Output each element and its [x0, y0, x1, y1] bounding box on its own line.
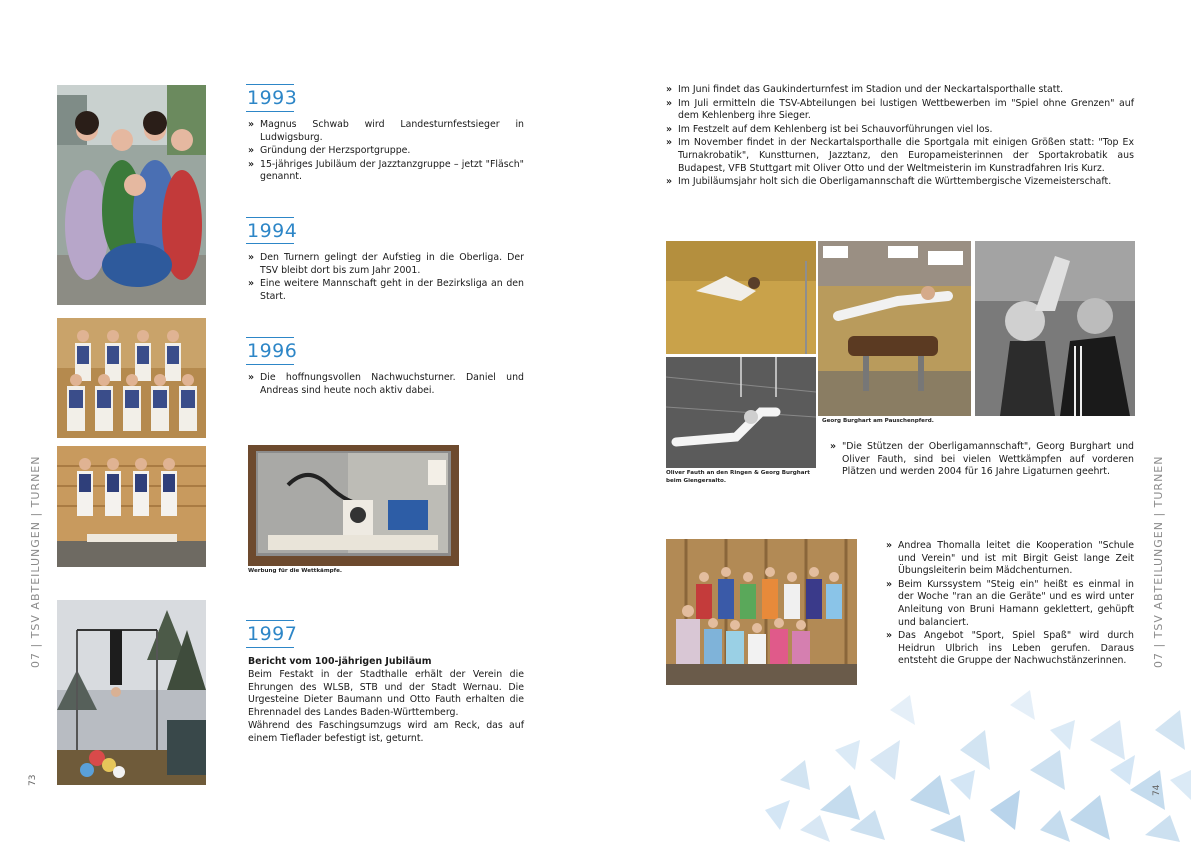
year-rule-1996 — [246, 337, 294, 338]
photo-jazz-dance-group — [57, 85, 206, 305]
photo-young-gymnasts-1996 — [57, 446, 206, 567]
photo-pommel-horse — [818, 241, 971, 416]
list-1993 — [248, 119, 524, 185]
list-item: » Beim Kurssystem "Steig ein" heißt es einmal in der Woche "ran an die Geräte" und es wird unter Anleitung von Bruni Hamann geklettert, gehüpft und balanciert. — [886, 579, 1134, 629]
decorative-crystal-pattern — [760, 690, 1191, 842]
year-rule-1994-bottom — [246, 243, 294, 244]
list-item: » Gründung der Herzsportgruppe. — [248, 145, 524, 158]
list-pillars — [830, 441, 1134, 480]
year-title-1997: 1997 — [247, 623, 298, 645]
photo-two-gymnasts — [975, 241, 1135, 416]
list-item: » Im November findet in der Neckartalsporthalle die Sportgala mit einigen Größen statt: "Top Ex Turnakrobatik", Kunstturnen, Jazztanz, den Europameisterinnen der Sportakrobatik aus Budapest, VFB Stuttgart mit Oliver Otto und der Weltmeisterin im Kunstradfahren Iris Kurz. — [666, 137, 1134, 175]
side-label-left: 07 | TSV ABTEILUNGEN | TURNEN — [29, 455, 42, 668]
list-item: » Im Juni findet das Gaukinderturnfest im Stadion und der Neckartalsporthalle statt. — [666, 84, 1134, 97]
year-title-1993: 1993 — [247, 87, 298, 109]
list-1996 — [248, 372, 524, 398]
year-title-1996: 1996 — [247, 340, 298, 362]
section-1997-text-1: Beim Festakt in der Stadthalle erhält der Verein die Ehrungen des WLSB, STB und der Stadt Wernau. Die Urgesteine Dieter Baumann und Otto Fauth erhalten die Ehrennadel des Landes Baden-Württemberg. — [248, 669, 524, 718]
list-1994 — [248, 252, 524, 304]
year-rule-1994 — [246, 217, 294, 218]
list-item: » Den Turnern gelingt der Aufstieg in die Oberliga. Der TSV bleibt dort bis zum Jahr 2001. — [248, 252, 524, 277]
list-item: » Im Jubiläumsjahr holt sich die Oberligamannschaft die Württembergische Vizemeisterschaft. — [666, 176, 1134, 189]
list-item: » Im Juli ermitteln die TSV-Abteilungen bei lustigen Wettbewerben im "Spiel ohne Grenzen" auf dem Kehlenberg ihre Sieger. — [666, 98, 1134, 123]
list-item: » Andrea Thomalla leitet die Kooperation "Schule und Verein" und ist mit Birgit Geist lange Zeit Übungsleiterin beim Mädchenturnen. — [886, 540, 1134, 578]
year-rule-1993-bottom — [246, 111, 294, 112]
list-top-events — [666, 84, 1134, 190]
list-item: » 15-jähriges Jubiläum der Jazztanzgruppe – jetzt "Fläsch" genannt. — [248, 159, 524, 184]
section-1997-heading — [248, 656, 524, 669]
page-number-left: 73 — [28, 774, 38, 786]
list-item: » "Die Stützen der Oberligamannschaft", Georg Burghart und Oliver Fauth, sind bei vielen Wettkämpfen auf vorderen Plätzen und werden 2004 für 16 Jahre Ligaturnen geehrt. — [830, 441, 1134, 479]
year-rule-1993 — [246, 84, 294, 85]
year-title-1994: 1994 — [247, 220, 298, 242]
list-item: » Eine weitere Mannschaft geht in der Bezirksliga an den Start. — [248, 278, 524, 303]
photo-parade-bar-on-truck — [57, 600, 206, 785]
photo-team-1994 — [57, 318, 206, 438]
photo-rings — [666, 357, 816, 468]
caption-pommel-horse: Georg Burghart am Pauschenpferd. — [822, 418, 934, 424]
caption-rings: Oliver Fauth an den Ringen & Georg Burghart beim Giengersalto. — [666, 470, 810, 484]
photo-somersault — [666, 241, 816, 354]
section-1997-text-2: Während des Faschingsumzugs wird am Reck, das auf einem Tieflader befestigt ist, geturnt. — [248, 720, 524, 744]
photo-showcase — [248, 445, 459, 566]
year-rule-1996-bottom — [246, 364, 294, 365]
list-item: » Magnus Schwab wird Landesturnfestsieger in Ludwigsburg. — [248, 119, 524, 144]
list-item: » Die hoffnungsvollen Nachwuchsturner. Daniel und Andreas sind heute noch aktiv dabei. — [248, 372, 524, 397]
photo-children-group — [666, 539, 857, 685]
year-rule-1997 — [246, 620, 294, 621]
list-item: » Das Angebot "Sport, Spiel Spaß" wird durch Heidrun Ulbrich ins Leben gerufen. Daraus entsteht die Gruppe der Nachwuchstänzerinnen. — [886, 630, 1134, 668]
caption-showcase: Werbung für die Wettkämpfe. — [248, 568, 343, 574]
page-number-right: 74 — [1152, 784, 1162, 796]
year-rule-1997-bottom — [246, 647, 294, 648]
list-item: » Im Festzelt auf dem Kehlenberg ist bei Schauvorführungen viel los. — [666, 124, 1134, 137]
side-label-right: 07 | TSV ABTEILUNGEN | TURNEN — [1152, 455, 1165, 668]
heading-text: Bericht vom 100-jährigen Jubiläum — [248, 656, 432, 667]
list-programs — [886, 540, 1134, 669]
